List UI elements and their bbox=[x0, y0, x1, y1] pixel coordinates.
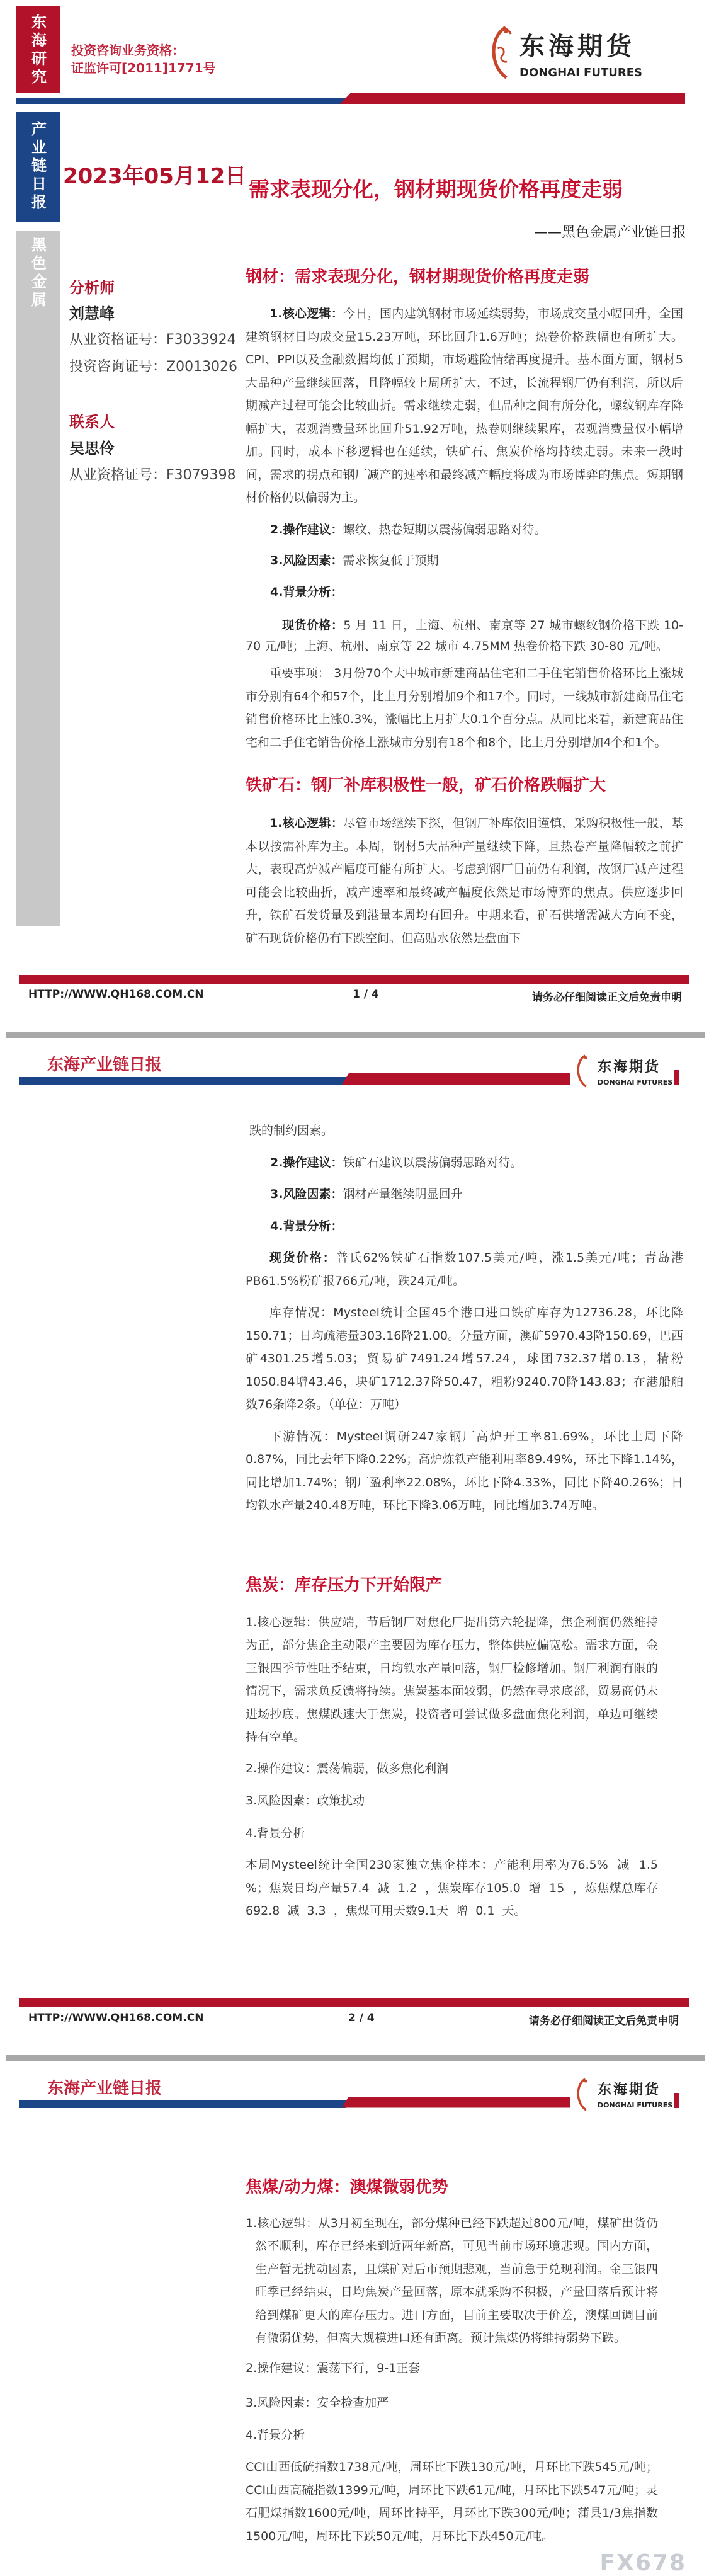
analyst-name: 刘慧峰 bbox=[69, 305, 115, 322]
footer-page-number: 1 / 4 bbox=[353, 988, 379, 1001]
dragon-logo-icon bbox=[570, 2077, 595, 2112]
report-body bbox=[0, 266, 709, 2576]
steel-core-logic: 1.核心逻辑：今日，国内建筑钢材市场延续弱势，市场成交量小幅回升，全国建筑钢材日均成交量15.23万吨，环比回升1.6万吨；热卷价格跌幅也有所扩大。CPI、PPI以及金融数据均低于预期，市场避险情绪再度提升。基本面方面，钢材5大品种产量继续回落，且降幅较上周所扩大，不过，长流程钢厂仍有利润，所以后期减产过程可能会比较曲折。需求继续走弱，但品种之间有所分化，螺纹钢库存降幅扩大，表观消费量环比回升51.92万吨，热卷则继续累库，表观消费量仅小幅增加。同时，成本下移逻辑也在延续，铁矿石、焦炭价格均持续走弱。未来一段时间，需求的拐点和钢厂减产的速率和最终减产幅度将成为市场博弈的焦点。短期钢材价格仍以偏弱为主。 bbox=[246, 307, 683, 504]
sidebar-block-report-type: 产业链日报 bbox=[16, 112, 60, 222]
coking-coal-operation: 2.操作建议：震荡下行，9-1正套 bbox=[246, 2361, 421, 2375]
iron-ore-background: 4.背景分析： bbox=[270, 1219, 343, 1233]
steel-important-events: 重要事项： 3月份70个大中城市新建商品住宅和二手住宅销售价格环比上涨城市分别有64个和57个，比上月分别增加9个和17个。同时，一线城市新建商品住宅销售价格环比上涨0.3%，涨幅比上月扩大0.1个百分点。从同比来看，新建商品住宅和二手住宅销售价格上涨城市分别有18个和8个，比上月分别增加4个和1个。 bbox=[246, 666, 683, 749]
contact-label: 联系人 bbox=[69, 413, 115, 431]
coking-coal-core-logic: 1.核心逻辑：从3月初至现在，部分煤种已经下跌超过800元/吨，煤矿出货仍然不顺利，库存已经来到近两年新高，可见当前市场环境悲观。国内方面，生产暂无扰动因素，且煤矿对后市预期悲观，当前急于兑现利润。金三银四旺季已经结束，日均焦炭产量回落，原本就采购不积极，产量回落后预计将给到煤矿更大的库存压力。进口方面，目前主要取决于价差，澳煤回调目前有微弱优势，但离大规模进口还有距离。预计焦煤仍将维持弱势下跌。 bbox=[246, 2216, 658, 2345]
qualification-text: 投资咨询业务资格： 证监许可[2011]1771号 bbox=[71, 43, 216, 76]
iron-ore-spot-price: 现货价格：普氏62%铁矿石指数107.5美元/吨，涨1.5美元/吨；青岛港PB61.5%粉矿报766元/吨，跌24元/吨。 bbox=[246, 1251, 683, 1288]
page-break bbox=[0, 1998, 709, 2143]
dragon-logo-icon bbox=[570, 1054, 595, 1088]
report-title: 需求表现分化，钢材期现货价格再度走弱 bbox=[249, 177, 623, 202]
sidebar-block-research: 东海研究 bbox=[16, 6, 60, 93]
page-header-title: 东海产业链日报 bbox=[47, 2078, 162, 2098]
coking-coal-background: 4.背景分析 bbox=[246, 2427, 305, 2442]
footer-line bbox=[19, 975, 689, 984]
footer-disclaimer: 请务必仔细阅读正文后免责申明 bbox=[532, 991, 682, 1004]
report-subtitle: ——黑色金属产业链日报 bbox=[534, 225, 687, 241]
footer-page-number: 2 / 4 bbox=[348, 2011, 375, 2024]
iron-ore-downstream: 下游情况：Mysteel调研247家钢厂高炉开工率81.69%，环比上周下降0.87%，同比去年下降0.22%；高炉炼铁产能利用率89.49%，环比下降1.14%，同比增加1.74%；钢厂盈利率22.08%，环比下降4.33%，同比下降40.26%；日均铁水产量240.48万吨，环比下降3.06万吨，同比增加3.74万吨。 bbox=[246, 1429, 683, 1512]
header-stripe-blue bbox=[16, 98, 349, 104]
analyst-cert-1: 从业资格证号：F3033924 bbox=[69, 332, 236, 348]
steel-operation: 2.操作建议：螺纹、热卷短期以震荡偏弱思路对待。 bbox=[270, 522, 547, 537]
section-heading-iron-ore: 铁矿石：钢厂补库积极性一般，矿石价格跌幅扩大 bbox=[246, 776, 606, 795]
iron-ore-core-logic: 1.核心逻辑：尽管市场继续下探，但钢厂补库依旧谨慎，采购积极性一般，基本以按需补库为主。本周，钢材5大品种产量继续下降，且热卷产量降幅较之前扩大，表现高炉减产幅度可能有所扩大。考虑到钢厂目前仍有利润，故钢厂减产过程可能会比较曲折，减产速率和最终减产幅度依然是市场博弈的焦点。供应逐步回升，铁矿石发货量及到港量本周均有回升。中期来看，矿石供增需减大方向不变，矿石现货价格仍有下跌空间。但高贴水依然是盘面下 bbox=[246, 816, 683, 945]
coking-coal-data: CCI山西低硫指数1738元/吨，周环比下跌130元/吨，月环比下跌545元/吨；CCI山西高硫指数1399元/吨，周环比下跌61元/吨，月环比下跌547元/吨；灵石肥煤指数1600元/吨，周环比持平，月环比下跌300元/吨；蒲县1/3焦指数1500元/吨，周环比下跌50元/吨，月环比下跌450元/吨。 bbox=[246, 2460, 658, 2543]
steel-background: 4.背景分析： bbox=[270, 584, 343, 599]
page-header-title: 东海产业链日报 bbox=[47, 1056, 162, 1074]
page-separator bbox=[6, 2055, 705, 2061]
analyst-cert-2: 投资咨询证号：Z0013026 bbox=[69, 359, 238, 375]
page-separator bbox=[6, 1032, 705, 1038]
sidebar-block-category: 黑色金属 bbox=[16, 231, 60, 926]
watermark: FX678 bbox=[599, 2550, 686, 2576]
logo-red-mark bbox=[674, 1070, 679, 1085]
coke-data: 本周Mysteel统计全国230家独立焦企样本：产能利用率为76.5% 减 1.5 %；焦炭日均产量57.4 减 1.2 ，焦炭库存105.0 增 15 ，炼焦煤总库存692.8 减 3.3 ，焦煤可用天数9.1天 增 0.1 天。 bbox=[246, 1858, 662, 1918]
logo-red-mark bbox=[674, 2093, 679, 2108]
coke-risk: 3.风险因素：政策扰动 bbox=[246, 1794, 365, 1808]
footer-url[interactable]: HTTP://WWW.QH168.COM.CN bbox=[28, 2011, 204, 2024]
coking-coal-risk: 3.风险因素：安全检查加严 bbox=[246, 2396, 389, 2410]
section-heading-coke: 焦炭：库存压力下开始限产 bbox=[246, 1575, 443, 1595]
report-date: 2023年05月12日 bbox=[63, 164, 247, 189]
coke-background: 4.背景分析 bbox=[246, 1826, 305, 1840]
iron-ore-operation: 2.操作建议：铁矿石建议以震荡偏弱思路对待。 bbox=[270, 1155, 523, 1170]
page-header-logo: 东海期货 DONGHAI FUTURES bbox=[570, 2077, 679, 2112]
page-header-stripe-blue bbox=[19, 1077, 346, 1085]
contact-name: 吴思伶 bbox=[69, 440, 115, 457]
section-heading-steel: 钢材：需求表现分化，钢材期现货价格再度走弱 bbox=[246, 268, 590, 287]
coke-core-logic: 1.核心逻辑：供应端，节后钢厂对焦化厂提出第六轮提降，焦企利润仍然维持为正，部分焦企主动限产主要因为库存压力，整体供应偏宽松。需求方面，金三银四季节性旺季结束，日均铁水产量回落，钢厂检修增加。钢厂利润有限的情况下，需求负反馈将持续。焦炭基本面较弱，仍然在寻求底部，贸易商仍未进场抄底。焦煤跌速大于焦炭，投资者可尝试做多盘面焦化利润，单边可继续持有空单。 bbox=[246, 1615, 658, 1744]
page-header-logo: 东海期货 DONGHAI FUTURES bbox=[570, 1054, 679, 1088]
analyst-section-label: 分析师 bbox=[69, 279, 115, 297]
footer-url[interactable]: HTTP://WWW.QH168.COM.CN bbox=[28, 988, 204, 1001]
header-stripe-red bbox=[340, 93, 685, 104]
footer-line bbox=[19, 1998, 689, 2007]
footer-disclaimer: 请务必仔细阅读正文后免责申明 bbox=[529, 2014, 679, 2027]
donghai-logo: 东海期货 DONGHAI FUTURES bbox=[488, 25, 642, 81]
section-heading-coking-coal: 焦煤/动力煤：澳煤微弱优势 bbox=[246, 2177, 448, 2197]
page-header-stripe-red bbox=[342, 1073, 570, 1085]
iron-ore-risk: 3.风险因素：钢材产量继续明显回升 bbox=[270, 1187, 463, 1201]
steel-risk: 3.风险因素：需求恢复低于预期 bbox=[270, 554, 439, 567]
dragon-logo-icon bbox=[488, 25, 513, 81]
contact-cert: 从业资格证号：F3079398 bbox=[69, 467, 236, 483]
page-header-stripe-blue bbox=[19, 2100, 346, 2108]
iron-ore-core-logic-cont: 跌的制约因素。 bbox=[249, 1124, 334, 1137]
page-header-stripe-red bbox=[342, 2097, 570, 2108]
coke-operation: 2.操作建议：震荡偏弱，做多焦化利润 bbox=[246, 1761, 449, 1775]
steel-spot-price: 现货价格：5 月 11 日，上海、杭州、南京等 27 城市螺纹钢价格下跌 10-70 元/吨；上海、杭州、南京等 22 城市 4.75MM 热卷价格下跌 30-80 元/吨。 bbox=[246, 618, 683, 653]
iron-ore-inventory: 库存情况：Mysteel统计全国45个港口进口铁矿库存为12736.28，环比降150.71；日均疏港量303.16降21.00。分量方面，澳矿5970.43降150.69，巴西矿4301.25增5.03；贸易矿7491.24增57.24，球团732.37增0.13，精粉1050.84增43.46，块矿1712.37降50.47，粗粉9240.70降143.83；在港船舶数76条降2条。（单位：万吨） bbox=[246, 1306, 683, 1411]
page-break bbox=[0, 975, 709, 1119]
